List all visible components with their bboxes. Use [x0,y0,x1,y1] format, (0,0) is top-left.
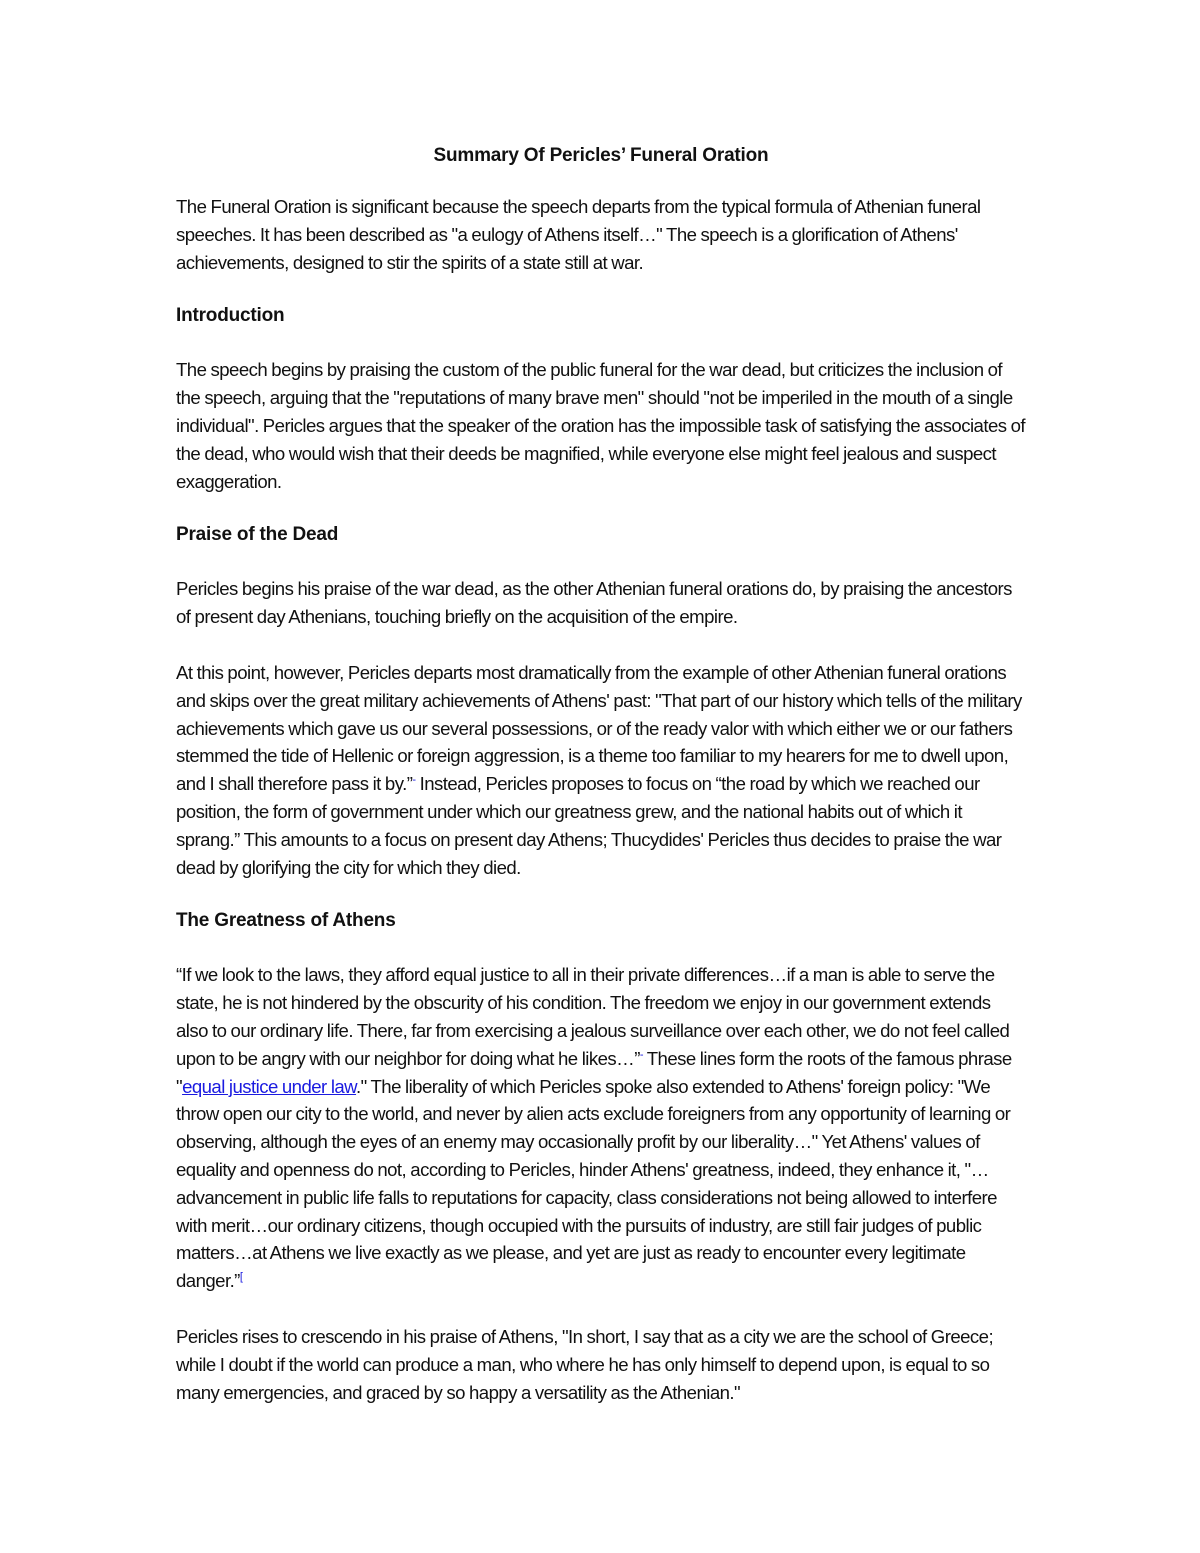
page-title: Summary Of Pericles’ Funeral Oration [433,145,769,166]
introduction-paragraph: The speech begins by praising the custom of the public funeral for the war dead, but criticizes the inclusion of the speech, arguing that the "reputations of many brave men" should "not be imperiled in the mouth of a single individual". Pericles argues that the speaker of the oration has the impossible task of satisfying the associates of the dead, who would wish that their deeds be magnified, while everyone else might feel jealous and suspect exaggeration. [176,359,1025,492]
footnote-ref[interactable]: [ [239,1270,243,1283]
equal-justice-link[interactable]: equal justice under law [182,1075,357,1097]
section-heading-praise-of-the-dead: Praise of the Dead [176,524,339,546]
greatness-paragraph-1 [176,961,1026,1295]
greatness-paragraph-2: Pericles rises to crescendo in his praise of Athens, "In short, I say that as a city we are the school of Greece; while I doubt if the world can produce a man, who where he has only himself to depend upon, is equal to so many emergencies, and graced by so happy a versatility as the Athenian." [176,1325,994,1403]
greatness-paragraph-1-text-c: ." The liberality of which Pericles spoke also extended to Athens' foreign policy: "We throw open our city to the world, and never by alien acts exclude foreigners from any opportunity of learning or observing, although the eyes of an enemy may occasionally profit by our liberality…" Yet Athens' values of equality and openness do not, according to Pericles, hinder Athens' greatness, indeed, they enhance it, "…advancement in public life falls to reputations for capacity, class considerations not being allowed to interfere with merit…our ordinary citizens, though occupied with the pursuits of industry, are still fair judges of public matters…at Athens we live exactly as we please, and yet are just as ready to encounter every legitimate danger.” [176,1075,1011,1292]
footnote-ref[interactable]: - [639,1048,643,1061]
greatness-paragraph-1-text-a: “If we look to the laws, they afford equal justice to all in their private differences…if a man is able to serve the state, he is not hindered by the obscurity of his condition. The freedom we enjoy in our government extends also to our ordinary life. There, far from exercising a jealous surveillance over each other, we do not feel called upon to be angry with our neighbor for doing what he likes…” [176,964,1010,1069]
praise-paragraph-2-text-a: At this point, however, Pericles departs most dramatically from the example of other Athenian funeral orations and skips over the great military achievements of Athens' past: "That part of our history which tells of the military achievements which gave us our several possessions, or of the ready valor with which either we or our fathers stemmed the tide of Hellenic or foreign aggression, is a theme too familiar to my hearers for me to dwell upon, and I shall therefore pass it by.” [176,661,1022,795]
section-heading-greatness-of-athens: The Greatness of Athens [176,910,396,932]
intro-paragraph: The Funeral Oration is significant because the speech departs from the typical formula of Athenian funeral speeches. It has been described as "a eulogy of Athens itself…" The speech is a glorification of Athens' achievements, designed to stir the spirits of a state still at war. [176,196,981,273]
praise-paragraph-2-text-b: Instead, Pericles proposes to focus on “the road by which we reached our position, the form of government under which our greatness grew, and the national habits out of which it sprang.” This amounts to a focus on present day Athens; Thucydides' Pericles thus decides to praise the war dead by glorifying the city for which they died. [176,773,1002,878]
section-heading-introduction: Introduction [176,305,285,327]
greatness-paragraph-1-text-b: These lines form the roots of the famous phrase " [176,1047,1012,1097]
footnote-ref[interactable]: - [412,773,416,786]
praise-paragraph-2 [176,659,1026,881]
praise-paragraph-1: Pericles begins his praise of the war dead, as the other Athenian funeral orations do, by praising the ancestors of present day Athenians, touching briefly on the acquisition of the empire. [176,578,1012,628]
document-body [176,145,1026,1434]
